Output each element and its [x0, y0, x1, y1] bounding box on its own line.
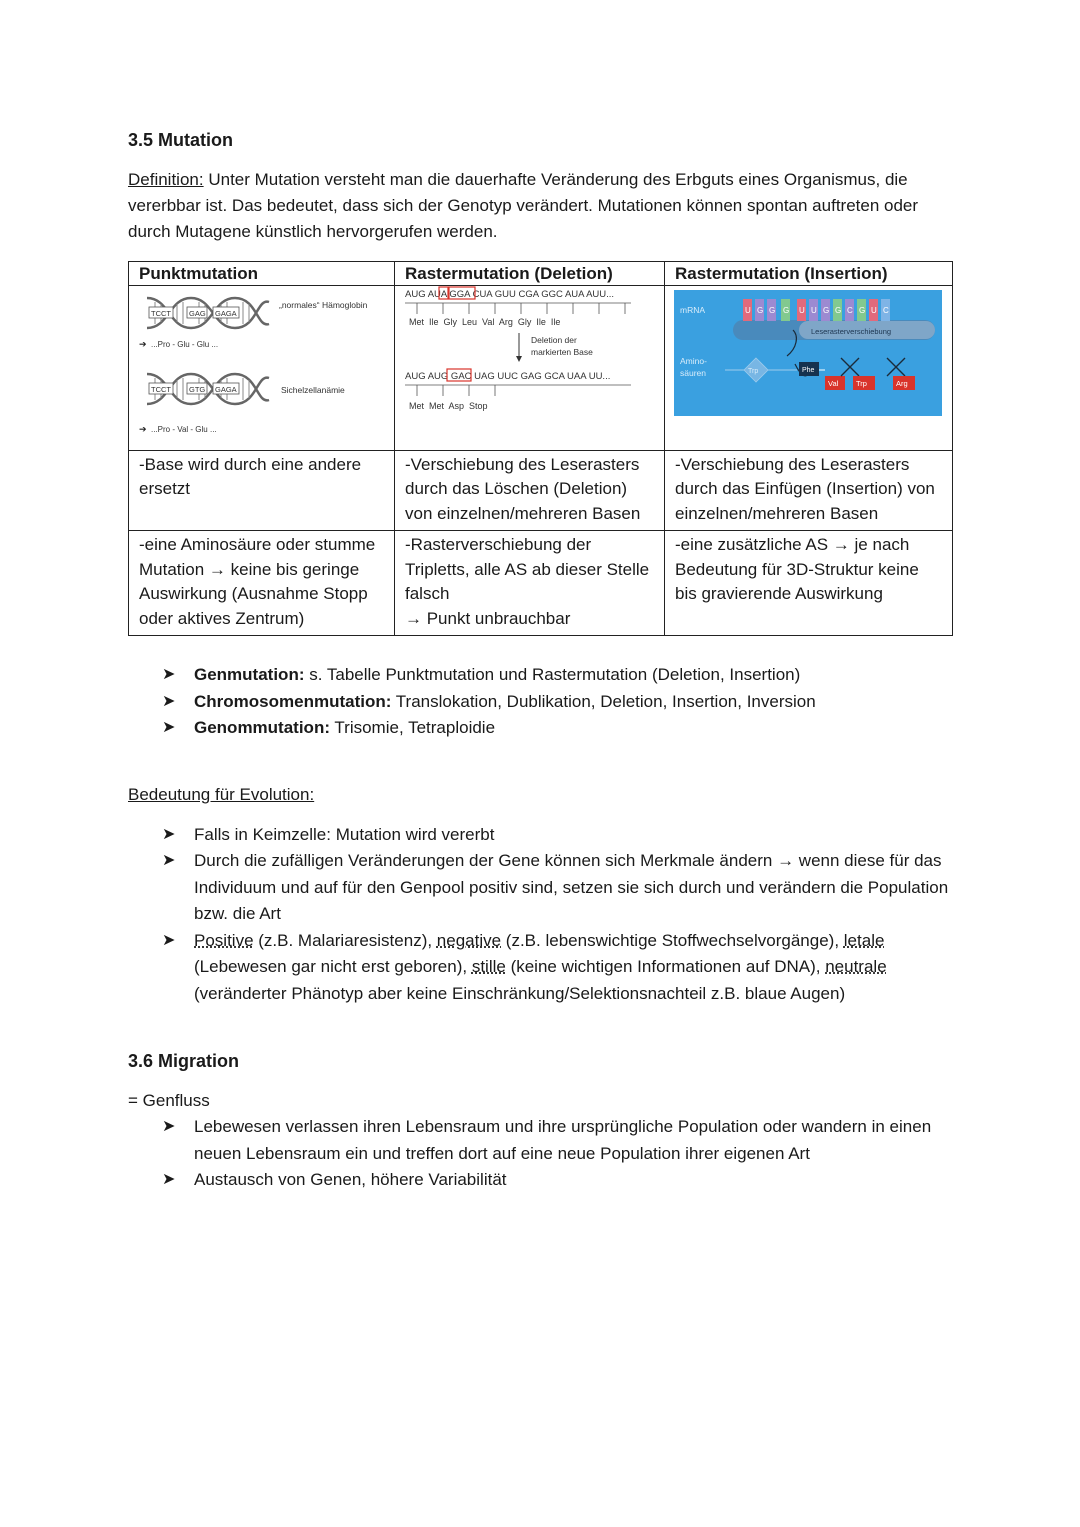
evolution-list — [128, 822, 958, 1008]
base-6: G — [823, 306, 830, 315]
base-4: U — [799, 306, 805, 315]
dna2-base-2: GAGA — [215, 385, 237, 394]
list-item — [128, 715, 958, 742]
phe-label: Phe — [802, 367, 815, 374]
mutation-types-list — [128, 662, 958, 742]
mutation-type-text: s. Tabelle Punktmutation und Rastermutation (Deletion, Insertion) — [304, 665, 801, 684]
deletion-figure — [395, 286, 664, 442]
mrna-label: mRNA — [680, 305, 706, 315]
deletion-effect-conclusion: → Punkt unbrauchbar — [405, 608, 571, 628]
dna-helix-normal — [147, 298, 269, 328]
amino-shifted: Met Met Asp Stop — [409, 401, 488, 411]
list-item — [128, 1167, 958, 1194]
term-text: (Lebewesen gar nicht erst geboren), — [194, 957, 472, 976]
dna2-base-1: GTG — [189, 385, 206, 394]
figure-insertion — [665, 286, 953, 451]
list-item — [128, 928, 958, 1008]
table-figure-row — [129, 286, 953, 451]
shift-label: Leserasterverschiebung — [811, 327, 892, 336]
figure-deletion — [395, 286, 665, 451]
term-letale: letale — [843, 930, 885, 950]
aa-label-arg: Arg — [896, 379, 908, 388]
insertion-figure — [665, 286, 952, 442]
migration-item-text: Lebewesen verlassen ihren Lebensraum und ihre ursprüngliche Population oder wandern in einen neuen Lebensraum ein und treffen dort auf eine neue Population ihrer eigenen Art — [194, 1117, 932, 1163]
base-11: C — [883, 306, 889, 315]
base-2: G — [769, 306, 776, 315]
definition-paragraph — [128, 167, 958, 245]
amino-label-2: säuren — [680, 368, 706, 378]
term-positive: Positive — [194, 930, 254, 950]
mutation-type-text: Trisomie, Tetraploidie — [330, 718, 496, 737]
term-text: (z.B. lebenswichtige Stoffwechselvorgänge), — [501, 930, 844, 950]
protein-sequence-normal: ...Pro - Glu - Glu ... — [151, 340, 219, 349]
base-9: G — [859, 306, 866, 315]
bullet-arrow-icon: ➤ — [162, 852, 176, 869]
svg-text:➔: ➔ — [139, 424, 147, 434]
protein-sequence-mutated: ...Pro - Val - Glu ... — [151, 425, 217, 434]
mutation-type-label: Chromosomenmutation: — [194, 691, 392, 711]
amino-original: Met Ile Gly Leu Val Arg Gly Ile Ile — [409, 317, 561, 327]
dna1-base-0: TCCT — [151, 309, 171, 318]
mutation-type-text: Translokation, Dublikation, Deletion, Insertion, Inversion — [391, 691, 816, 711]
bullet-arrow-icon: ➤ — [162, 666, 176, 683]
term-neutrale: neutrale — [825, 957, 887, 976]
term-text: (veränderter Phänotyp aber keine Einschränkung/Selektionsnachteil z.B. blaue Augen) — [194, 983, 846, 1003]
migration-subtitle: = Genfluss — [128, 1091, 210, 1110]
evolution-heading: Bedeutung für Evolution: — [128, 784, 315, 804]
evolution-item-text: Falls in Keimzelle: Mutation wird vererbt — [194, 824, 495, 844]
definition-text: Unter Mutation versteht man die dauerhafte Veränderung des Erbguts eines Organismus, die vererbbar ist. Das bedeutet, dass sich der Genotyp verändert. Mutationen können spontan auftreten oder durch Mutagene künstlich hervorgerufen werden. — [128, 170, 919, 241]
deletion-effect-text: -Rasterverschiebung der Tripletts, alle AS ab dieser Stelle falsch — [405, 535, 650, 603]
deletion-note-1: Deletion der — [531, 335, 577, 345]
table-header-row — [129, 262, 953, 286]
bullet-arrow-icon: ➤ — [162, 1171, 176, 1188]
bullet-arrow-icon: ➤ — [162, 719, 176, 736]
list-item — [128, 662, 958, 689]
label-normal-hemoglobin: „normales“ Hämoglobin — [279, 300, 368, 310]
cell-point-definition: -Base wird durch eine andere ersetzt — [129, 450, 395, 531]
cell-deletion-effect — [395, 531, 665, 636]
term-text: (keine wichtigen Informationen auf DNA), — [505, 957, 826, 976]
label-sickle-cell: Sichelzellanämie — [281, 385, 345, 395]
deletion-note-2: markierten Base — [531, 347, 593, 357]
insertion-figure-background — [674, 290, 942, 416]
aa-label-trp: Trp — [856, 379, 867, 388]
base-5: U — [811, 306, 817, 315]
mutation-type-label: Genommutation: — [194, 718, 330, 737]
section-title-migration: 3.6 Migration — [128, 1051, 240, 1071]
codons-original: AUG AUA GGA CUA GUU CGA GGC AUA AUU... — [405, 289, 615, 300]
trp-label: Trp — [748, 368, 759, 375]
term-stille: stille — [471, 957, 506, 976]
figure-point-mutation — [129, 286, 395, 451]
header-deletion: Rastermutation (Deletion) — [395, 262, 665, 286]
bullet-arrow-icon: ➤ — [162, 931, 176, 949]
header-punktmutation: Punktmutation — [129, 262, 395, 286]
term-negative: negative — [436, 930, 502, 950]
aa-label-val: Val — [828, 379, 839, 388]
bullet-arrow-icon: ➤ — [162, 1118, 176, 1135]
base-0: U — [745, 306, 751, 315]
dna1-base-2: GAGA — [215, 309, 237, 318]
dna-point-mutation-figure — [129, 286, 394, 442]
dna-helix-mutated — [147, 374, 269, 404]
bullet-arrow-icon: ➤ — [162, 692, 176, 710]
mutation-type-label: Genmutation: — [194, 665, 305, 684]
codons-shifted: AUG AUG GAC UAG UUC GAG GCA UAA UU... — [405, 371, 611, 382]
dna1-base-1: GAG — [189, 309, 206, 318]
migration-list — [128, 1114, 958, 1194]
bullet-arrow-icon: ➤ — [162, 825, 176, 843]
term-text: (z.B. Malariaresistenz), — [253, 930, 437, 950]
table-row-definition — [129, 450, 953, 531]
base-10: U — [871, 306, 877, 315]
svg-text:➔: ➔ — [139, 339, 147, 349]
evolution-item-text: Durch die zufälligen Veränderungen der Gene können sich Merkmale ändern → wenn diese für das Individuum und auf für den Genpool positiv sind, setzen sie sich durch und verändern die Population bzw. die Art — [194, 851, 949, 923]
header-insertion: Rastermutation (Insertion) — [665, 262, 953, 286]
migration-item-text: Austausch von Genen, höhere Variabilität — [194, 1170, 507, 1189]
mutation-table — [128, 261, 953, 636]
base-1: G — [757, 306, 764, 315]
amino-label-1: Amino- — [680, 356, 707, 366]
list-item — [128, 822, 958, 849]
list-item — [128, 848, 958, 928]
base-8: C — [847, 306, 853, 315]
base-7: G — [835, 306, 842, 315]
document-page — [128, 128, 958, 1194]
dna2-base-0: TCCT — [151, 385, 171, 394]
cell-insertion-effect: -eine zusätzliche AS → je nach Bedeutung für 3D-Struktur keine bis gravierende Auswirkung — [665, 531, 953, 636]
cell-point-effect: -eine Aminosäure oder stumme Mutation → keine bis geringe Auswirkung (Ausnahme Stopp oder aktives Zentrum) — [129, 531, 395, 636]
section-title-mutation: 3.5 Mutation — [128, 130, 234, 150]
cell-deletion-definition: -Verschiebung des Leserasters durch das Löschen (Deletion) von einzelnen/mehreren Basen — [395, 450, 665, 531]
base-3: G — [783, 306, 790, 315]
table-row-effect — [129, 531, 953, 636]
cell-insertion-definition: -Verschiebung des Leserasters durch das Einfügen (Insertion) von einzelnen/mehreren Basen — [665, 450, 953, 531]
list-item — [128, 689, 958, 716]
list-item — [128, 1114, 958, 1167]
definition-label: Definition: — [128, 170, 204, 189]
